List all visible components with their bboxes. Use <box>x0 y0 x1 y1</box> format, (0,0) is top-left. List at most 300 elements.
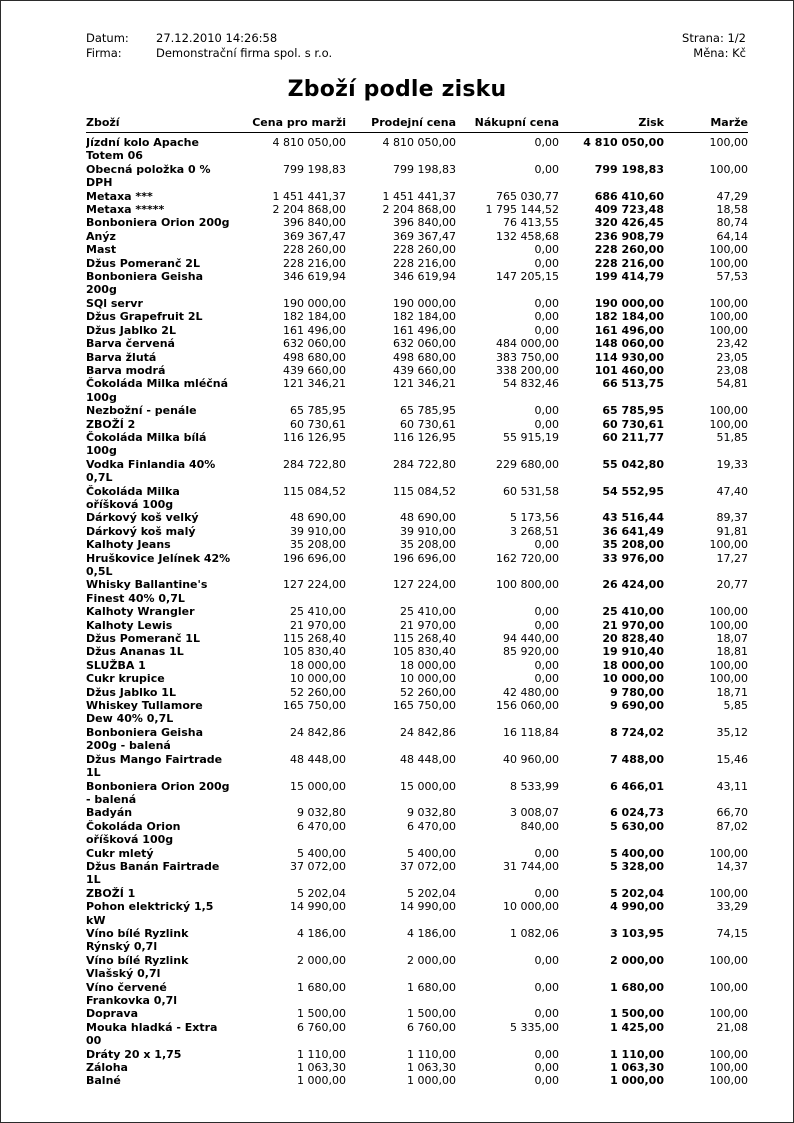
marze: 100,00 <box>709 323 748 337</box>
cena-pro-marzi: 632 060,00 <box>283 337 346 351</box>
table-row <box>86 203 748 216</box>
nakupni-cena: 0,00 <box>534 296 559 310</box>
marze: 80,74 <box>716 216 748 230</box>
product-name: Nezbožní - penále <box>86 404 197 418</box>
cena-pro-marzi: 799 198,83 <box>283 162 346 176</box>
cena-pro-marzi: 1 110,00 <box>297 1047 346 1061</box>
zisk: 60 211,77 <box>602 430 664 444</box>
table-row <box>86 659 748 672</box>
table-row <box>86 377 748 404</box>
column-header-1: Cena pro marži <box>231 116 346 133</box>
prodejni-cena: 6 470,00 <box>407 819 456 833</box>
marze: 100,00 <box>709 538 748 552</box>
nakupni-cena: 0,00 <box>534 953 559 967</box>
marze: 100,00 <box>709 1074 748 1088</box>
product-name: Víno bílé Ryzlink Vlašský 0,7l <box>86 953 189 981</box>
nakupni-cena: 42 480,00 <box>503 685 559 699</box>
zisk: 55 042,80 <box>602 457 664 471</box>
product-name: Vodka Finlandia 40% 0,7L <box>86 457 216 485</box>
zisk: 199 414,79 <box>594 270 664 284</box>
marze: 100,00 <box>709 243 748 257</box>
product-name: Hruškovice Jelínek 42% 0,5L <box>86 551 231 578</box>
currency: Měna: Kč <box>693 46 746 60</box>
nakupni-cena: 156 060,00 <box>496 699 559 713</box>
product-name: Džus Jablko 2L <box>86 323 176 337</box>
prodejni-cena: 6 760,00 <box>407 1020 456 1034</box>
table-row <box>86 538 748 551</box>
prodejni-cena: 196 696,00 <box>393 551 456 565</box>
prodejni-cena: 439 660,00 <box>393 363 456 377</box>
zisk: 2 000,00 <box>610 953 664 967</box>
cena-pro-marzi: 48 690,00 <box>290 511 346 525</box>
nakupni-cena: 0,00 <box>534 1074 559 1088</box>
table-row <box>86 686 748 699</box>
prodejni-cena: 116 126,95 <box>393 430 456 444</box>
marze: 100,00 <box>709 658 748 672</box>
product-name: Anýz <box>86 229 116 243</box>
cena-pro-marzi: 15 000,00 <box>290 779 346 793</box>
nakupni-cena: 765 030,77 <box>496 189 559 203</box>
product-name: Kalhoty Jeans <box>86 538 171 552</box>
nakupni-cena: 54 832,46 <box>503 377 559 391</box>
cena-pro-marzi: 6 760,00 <box>297 1020 346 1034</box>
prodejni-cena: 1 451 441,37 <box>382 189 456 203</box>
product-name: Záloha <box>86 1061 128 1075</box>
product-name: Mast <box>86 243 117 257</box>
nakupni-cena: 0,00 <box>534 886 559 900</box>
zisk: 5 328,00 <box>610 859 664 873</box>
product-name: Jízdní kolo Apache Totem 06 <box>86 136 199 163</box>
cena-pro-marzi: 2 204 868,00 <box>272 203 346 217</box>
nakupni-cena: 60 531,58 <box>503 484 559 498</box>
cena-pro-marzi: 10 000,00 <box>290 672 346 686</box>
product-name: Metaxa ***** <box>86 203 165 217</box>
marze: 19,33 <box>716 457 748 471</box>
prodejni-cena: 35 208,00 <box>400 538 456 552</box>
nakupni-cena: 3 268,51 <box>510 524 559 538</box>
zisk: 190 000,00 <box>594 296 664 310</box>
table-row <box>86 297 748 310</box>
cena-pro-marzi: 1 000,00 <box>297 1074 346 1088</box>
marze: 100,00 <box>709 162 748 176</box>
table-row <box>86 927 748 954</box>
prodejni-cena: 10 000,00 <box>400 672 456 686</box>
cena-pro-marzi: 498 680,00 <box>283 350 346 364</box>
meta-company-row <box>86 46 332 61</box>
meta-left <box>86 31 332 61</box>
cena-pro-marzi: 1 680,00 <box>297 980 346 994</box>
prodejni-cena: 1 000,00 <box>407 1074 456 1088</box>
zisk: 1 425,00 <box>610 1020 664 1034</box>
product-name: Barva červená <box>86 337 175 351</box>
prodejni-cena: 48 448,00 <box>400 752 456 766</box>
cena-pro-marzi: 2 000,00 <box>297 953 346 967</box>
zisk: 6 024,73 <box>610 806 664 820</box>
nakupni-cena: 0,00 <box>534 136 559 149</box>
nakupni-cena: 383 750,00 <box>496 350 559 364</box>
marze: 89,37 <box>716 511 748 525</box>
cena-pro-marzi: 165 750,00 <box>283 699 346 713</box>
zisk: 33 976,00 <box>602 551 664 565</box>
marze: 15,46 <box>716 752 748 766</box>
marze: 23,42 <box>716 337 748 351</box>
zisk: 54 552,95 <box>602 484 664 498</box>
prodejni-cena: 15 000,00 <box>400 779 456 793</box>
marze: 47,29 <box>716 189 748 203</box>
cena-pro-marzi: 115 268,40 <box>283 632 346 646</box>
zisk: 3 103,95 <box>610 926 664 940</box>
zisk: 66 513,75 <box>602 377 664 391</box>
nakupni-cena: 1 082,06 <box>510 926 559 940</box>
nakupni-cena: 338 200,00 <box>496 363 559 377</box>
zisk: 161 496,00 <box>594 323 664 337</box>
marze: 51,85 <box>716 430 748 444</box>
zisk: 686 410,60 <box>594 189 664 203</box>
marze: 47,40 <box>716 484 748 498</box>
prodejni-cena: 190 000,00 <box>393 296 456 310</box>
prodejni-cena: 1 110,00 <box>407 1047 456 1061</box>
cena-pro-marzi: 9 032,80 <box>297 806 346 820</box>
prodejni-cena: 121 346,21 <box>393 377 456 391</box>
product-name: ZBOŽÍ 2 <box>86 417 136 431</box>
cena-pro-marzi: 37 072,00 <box>290 859 346 873</box>
table-row <box>86 552 748 579</box>
nakupni-cena: 0,00 <box>534 658 559 672</box>
table-row <box>86 431 748 458</box>
marze: 100,00 <box>709 846 748 860</box>
cena-pro-marzi: 346 619,94 <box>283 270 346 284</box>
prodejni-cena: 228 260,00 <box>393 243 456 257</box>
prodejni-cena: 21 970,00 <box>400 618 456 632</box>
nakupni-cena: 0,00 <box>534 243 559 257</box>
prodejni-cena: 4 810 050,00 <box>382 136 456 149</box>
nakupni-cena: 0,00 <box>534 846 559 860</box>
table-row <box>86 726 748 753</box>
product-name: Whiskey Tullamore Dew 40% 0,7L <box>86 699 203 726</box>
prodejni-cena: 48 690,00 <box>400 511 456 525</box>
product-name: Whisky Ballantine's Finest 40% 0,7L <box>86 578 208 605</box>
nakupni-cena: 229 680,00 <box>496 457 559 471</box>
table-row <box>86 605 748 618</box>
prodejni-cena: 2 204 868,00 <box>382 203 456 217</box>
prodejni-cena: 1 500,00 <box>407 1007 456 1021</box>
cena-pro-marzi: 121 346,21 <box>283 377 346 391</box>
nakupni-cena: 840,00 <box>520 819 559 833</box>
nakupni-cena: 100 800,00 <box>496 578 559 592</box>
date-label: Datum: <box>86 31 129 45</box>
table-row <box>86 190 748 203</box>
cena-pro-marzi: 25 410,00 <box>290 605 346 619</box>
product-name: Čokoláda Milka bílá 100g <box>86 430 207 458</box>
product-name: Džus Pomeranč 2L <box>86 256 200 270</box>
zisk: 320 426,45 <box>594 216 664 230</box>
cena-pro-marzi: 4 186,00 <box>297 926 346 940</box>
table-row <box>86 672 748 685</box>
zisk: 43 516,44 <box>602 511 664 525</box>
prodejni-cena: 39 910,00 <box>400 524 456 538</box>
zisk: 236 908,79 <box>594 229 664 243</box>
table-row <box>86 954 748 981</box>
zisk: 65 785,95 <box>602 404 664 418</box>
product-name: Doprava <box>86 1007 139 1021</box>
column-header-3: Nákupní cena <box>456 116 559 133</box>
product-name: SQl servr <box>86 296 143 310</box>
zisk: 228 216,00 <box>594 256 664 270</box>
marze: 43,11 <box>716 779 748 793</box>
product-name: Bonboniera Orion 200g <box>86 216 230 230</box>
column-header-5: Marže <box>664 116 748 133</box>
marze: 18,07 <box>716 632 748 646</box>
table-row <box>86 163 748 190</box>
table-row <box>86 645 748 658</box>
nakupni-cena: 5 173,56 <box>510 511 559 525</box>
zisk: 35 208,00 <box>602 538 664 552</box>
cena-pro-marzi: 5 400,00 <box>297 846 346 860</box>
marze: 100,00 <box>709 404 748 418</box>
nakupni-cena: 0,00 <box>534 538 559 552</box>
table-row <box>86 699 748 726</box>
company-label: Firma: <box>86 46 122 60</box>
product-name: Balné <box>86 1074 121 1088</box>
table-row <box>86 418 748 431</box>
company-value: Demonstrační firma spol. s r.o. <box>156 46 333 60</box>
table-header-row <box>86 116 748 133</box>
cena-pro-marzi: 127 224,00 <box>283 578 346 592</box>
zisk: 1 500,00 <box>610 1007 664 1021</box>
prodejni-cena: 5 400,00 <box>407 846 456 860</box>
cena-pro-marzi: 18 000,00 <box>290 658 346 672</box>
prodejni-cena: 9 032,80 <box>407 806 456 820</box>
prodejni-cena: 24 842,86 <box>400 725 456 739</box>
prodejni-cena: 65 785,95 <box>400 404 456 418</box>
cena-pro-marzi: 52 260,00 <box>290 685 346 699</box>
table-row <box>86 887 748 900</box>
nakupni-cena: 31 744,00 <box>503 859 559 873</box>
marze: 54,81 <box>716 377 748 391</box>
nakupni-cena: 0,00 <box>534 672 559 686</box>
product-name: Bonboniera Orion 200g - balená <box>86 779 230 806</box>
cena-pro-marzi: 39 910,00 <box>290 524 346 538</box>
table-row <box>86 578 748 605</box>
table-row <box>86 753 748 780</box>
zisk: 60 730,61 <box>602 417 664 431</box>
table-row <box>86 860 748 887</box>
table-body <box>86 133 748 1088</box>
marze: 100,00 <box>709 136 748 149</box>
cena-pro-marzi: 190 000,00 <box>283 296 346 310</box>
cena-pro-marzi: 65 785,95 <box>290 404 346 418</box>
zisk: 9 780,00 <box>610 685 664 699</box>
product-name: Obecná položka 0 % DPH <box>86 162 211 190</box>
cena-pro-marzi: 6 470,00 <box>297 819 346 833</box>
cena-pro-marzi: 48 448,00 <box>290 752 346 766</box>
product-name: Čokoláda Milka mléčná 100g <box>86 377 229 404</box>
cena-pro-marzi: 196 696,00 <box>283 551 346 565</box>
marze: 100,00 <box>709 296 748 310</box>
table-row <box>86 1021 748 1048</box>
prodejni-cena: 228 216,00 <box>393 256 456 270</box>
nakupni-cena: 162 720,00 <box>496 551 559 565</box>
table-row <box>86 820 748 847</box>
nakupni-cena: 0,00 <box>534 1047 559 1061</box>
table-row <box>86 351 748 364</box>
nakupni-cena: 94 440,00 <box>503 632 559 646</box>
zisk: 5 202,04 <box>610 886 664 900</box>
marze: 100,00 <box>709 1061 748 1075</box>
product-name: Džus Jablko 1L <box>86 685 176 699</box>
zisk: 26 424,00 <box>602 578 664 592</box>
zisk: 101 460,00 <box>594 363 664 377</box>
zisk: 4 990,00 <box>610 900 664 914</box>
zisk: 6 466,01 <box>610 779 664 793</box>
prodejni-cena: 60 730,61 <box>400 417 456 431</box>
prodejni-cena: 127 224,00 <box>393 578 456 592</box>
meta-date-row <box>86 31 332 46</box>
cena-pro-marzi: 105 830,40 <box>283 645 346 659</box>
product-name: Cukr krupice <box>86 672 165 686</box>
nakupni-cena: 1 795 144,52 <box>485 203 559 217</box>
prodejni-cena: 14 990,00 <box>400 900 456 914</box>
zisk: 182 184,00 <box>594 310 664 324</box>
cena-pro-marzi: 439 660,00 <box>283 363 346 377</box>
product-name: Čokoláda Milka oříšková 100g <box>86 484 180 511</box>
prodejni-cena: 284 722,80 <box>393 457 456 471</box>
table-row <box>86 324 748 337</box>
report-table <box>86 116 748 1088</box>
zisk: 21 970,00 <box>602 618 664 632</box>
marze: 100,00 <box>709 256 748 270</box>
product-name: Kalhoty Wrangler <box>86 605 195 619</box>
marze: 18,81 <box>716 645 748 659</box>
product-name: Badyán <box>86 806 133 820</box>
cena-pro-marzi: 161 496,00 <box>283 323 346 337</box>
product-name: Dárkový koš velký <box>86 511 199 525</box>
prodejni-cena: 1 680,00 <box>407 980 456 994</box>
prodejni-cena: 632 060,00 <box>393 337 456 351</box>
marze: 100,00 <box>709 618 748 632</box>
nakupni-cena: 0,00 <box>534 1061 559 1075</box>
zisk: 5 400,00 <box>610 846 664 860</box>
marze: 87,02 <box>716 819 748 833</box>
table-row <box>86 806 748 819</box>
marze: 23,08 <box>716 363 748 377</box>
product-name: Džus Banán Fairtrade 1L <box>86 859 220 887</box>
marze: 66,70 <box>716 806 748 820</box>
nakupni-cena: 0,00 <box>534 1007 559 1021</box>
cena-pro-marzi: 396 840,00 <box>283 216 346 230</box>
zisk: 5 630,00 <box>610 819 664 833</box>
zisk: 19 910,40 <box>602 645 664 659</box>
zisk: 36 641,49 <box>602 524 664 538</box>
nakupni-cena: 484 000,00 <box>496 337 559 351</box>
cena-pro-marzi: 5 202,04 <box>297 886 346 900</box>
meta-right <box>682 31 746 61</box>
product-name: Bonboniera Geisha 200g <box>86 270 204 297</box>
cena-pro-marzi: 284 722,80 <box>283 457 346 471</box>
product-name: Bonboniera Geisha 200g - balená <box>86 725 204 753</box>
marze: 100,00 <box>709 1007 748 1021</box>
zisk: 1 063,30 <box>610 1061 664 1075</box>
table-row <box>86 404 748 417</box>
nakupni-cena: 3 008,07 <box>510 806 559 820</box>
product-name: Pohon elektrický 1,5 kW <box>86 900 214 927</box>
product-name: SLUŽBA 1 <box>86 658 146 672</box>
prodejni-cena: 52 260,00 <box>400 685 456 699</box>
table-row <box>86 364 748 377</box>
product-name: Dárkový koš malý <box>86 524 196 538</box>
nakupni-cena: 0,00 <box>534 618 559 632</box>
nakupni-cena: 0,00 <box>534 162 559 176</box>
marze: 91,81 <box>716 524 748 538</box>
nakupni-cena: 76 413,55 <box>503 216 559 230</box>
product-name: Kalhoty Lewis <box>86 618 173 632</box>
marze: 20,77 <box>716 578 748 592</box>
prodejni-cena: 165 750,00 <box>393 699 456 713</box>
table-row <box>86 1048 748 1061</box>
cena-pro-marzi: 35 208,00 <box>290 538 346 552</box>
zisk: 1 110,00 <box>610 1047 664 1061</box>
prodejni-cena: 498 680,00 <box>393 350 456 364</box>
marze: 18,58 <box>716 203 748 217</box>
prodejni-cena: 4 186,00 <box>407 926 456 940</box>
prodejni-cena: 799 198,83 <box>393 162 456 176</box>
product-name: Dráty 20 x 1,75 <box>86 1047 182 1061</box>
marze: 23,05 <box>716 350 748 364</box>
marze: 100,00 <box>709 980 748 994</box>
zisk: 10 000,00 <box>602 672 664 686</box>
prodejni-cena: 37 072,00 <box>400 859 456 873</box>
prodejni-cena: 2 000,00 <box>407 953 456 967</box>
cena-pro-marzi: 21 970,00 <box>290 618 346 632</box>
product-name: Džus Mango Fairtrade 1L <box>86 752 223 780</box>
zisk: 18 000,00 <box>602 658 664 672</box>
product-name: Mouka hladká - Extra 00 <box>86 1020 218 1048</box>
zisk: 1 000,00 <box>610 1074 664 1088</box>
prodejni-cena: 18 000,00 <box>400 658 456 672</box>
prodejni-cena: 105 830,40 <box>393 645 456 659</box>
table-row <box>86 511 748 524</box>
marze: 100,00 <box>709 953 748 967</box>
cena-pro-marzi: 228 260,00 <box>283 243 346 257</box>
marze: 100,00 <box>709 672 748 686</box>
prodejni-cena: 346 619,94 <box>393 270 456 284</box>
nakupni-cena: 40 960,00 <box>503 752 559 766</box>
marze: 100,00 <box>709 417 748 431</box>
nakupni-cena: 55 915,19 <box>503 430 559 444</box>
prodejni-cena: 115 268,40 <box>393 632 456 646</box>
nakupni-cena: 0,00 <box>534 605 559 619</box>
table-row <box>86 981 748 1008</box>
nakupni-cena: 0,00 <box>534 323 559 337</box>
nakupni-cena: 8 533,99 <box>510 779 559 793</box>
prodejni-cena: 5 202,04 <box>407 886 456 900</box>
table-row <box>86 458 748 485</box>
marze: 5,85 <box>723 699 748 713</box>
zisk: 9 690,00 <box>610 699 664 713</box>
cena-pro-marzi: 228 216,00 <box>283 256 346 270</box>
table-row <box>86 1007 748 1020</box>
product-name: Cukr mletý <box>86 846 154 860</box>
zisk: 8 724,02 <box>610 725 664 739</box>
nakupni-cena: 132 458,68 <box>496 229 559 243</box>
prodejni-cena: 396 840,00 <box>393 216 456 230</box>
prodejni-cena: 182 184,00 <box>393 310 456 324</box>
product-name: Víno červené Frankovka 0,7l <box>86 980 178 1007</box>
marze: 64,14 <box>716 229 748 243</box>
marze: 100,00 <box>709 605 748 619</box>
zisk: 25 410,00 <box>602 605 664 619</box>
nakupni-cena: 0,00 <box>534 417 559 431</box>
